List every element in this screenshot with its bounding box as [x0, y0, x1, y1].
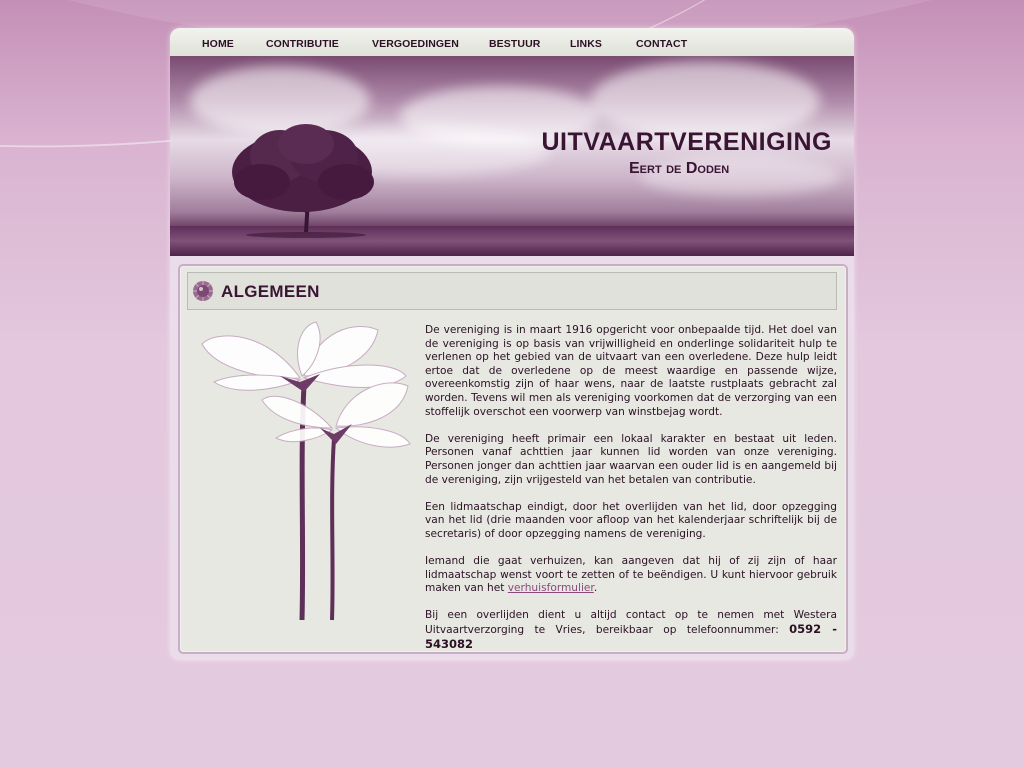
content-panel — [178, 264, 848, 654]
section-title: ALGEMEEN — [221, 282, 320, 301]
tree-image — [222, 122, 392, 242]
section-header — [187, 272, 837, 310]
nav-item-links[interactable]: LINKS — [570, 38, 602, 50]
paragraph-contact — [425, 609, 837, 652]
page-container — [170, 28, 854, 660]
main-navigation — [170, 28, 854, 57]
nav-item-bestuur[interactable]: BESTUUR — [489, 38, 541, 50]
verhuisformulier-link[interactable]: verhuisformulier — [507, 582, 594, 595]
paragraph-moving — [425, 555, 837, 596]
site-title: UITVAARTVERENIGING — [541, 128, 832, 156]
paragraph-termination: Een lidmaatschap eindigt, door het overlijden van het lid, door opzegging van het lid (drie maanden voor afloop van het kalenderjaar schriftelijk bij de secretaris) of door opzegging namens de vereniging. — [425, 500, 837, 540]
paragraph-membership: De vereniging heeft primair een lokaal karakter en bestaat uit leden. Personen vanaf achttien jaar kunnen lid worden van onze vereniging. Personen jonger dan achttien jaar waarvan een ouder lid is en aangemeld bij de vereniging, zijn vrijgesteld van het betalen van contributie. — [425, 432, 837, 486]
nav-item-vergoedingen[interactable]: VERGOEDINGEN — [372, 38, 459, 50]
nav-item-contact[interactable]: CONTACT — [636, 38, 688, 50]
moving-text: Iemand die gaat verhuizen, kan aangeven dat hij of zij zijn of haar lidmaatschap wenst voort te zetten of te beëndigen. U kunt hiervoor gebruik maken van het — [425, 555, 837, 595]
flower-image — [196, 320, 416, 625]
phone-number: 0592 - 543082 — [425, 622, 837, 651]
moving-text-end: . — [593, 582, 598, 595]
header-banner — [170, 56, 854, 256]
nav-item-home[interactable]: HOME — [202, 38, 234, 50]
site-subtitle: Eert de Doden — [629, 160, 730, 177]
flower-badge-icon — [192, 280, 214, 302]
contact-text: Bij een overlijden dient u altijd contact op te nemen met Westera Uitvaartverzorging te Vries, bereikbaar op telefoonnummer: — [425, 609, 837, 637]
paragraph-founding: De vereniging is in maart 1916 opgericht voor onbepaalde tijd. Het doel van de vereniging is op basis van vrijwilligheid en onderlinge solidariteit hulp te verlenen op het gebied van de uitvaart van een overledene. Deze hulp leidt ertoe dat de overledene op de meest waardige en passende wijze, overeenkomstig zijn of haar wens, naar de laatste rustplaats gebracht zal worden. Tevens wil men als vereniging voorkomen dat de verzorging van een stoffelijk overschot een voorwerp van winstbejag wordt. — [425, 324, 837, 418]
nav-item-contributie[interactable]: CONTRIBUTIE — [266, 38, 339, 50]
content-text — [425, 324, 837, 652]
